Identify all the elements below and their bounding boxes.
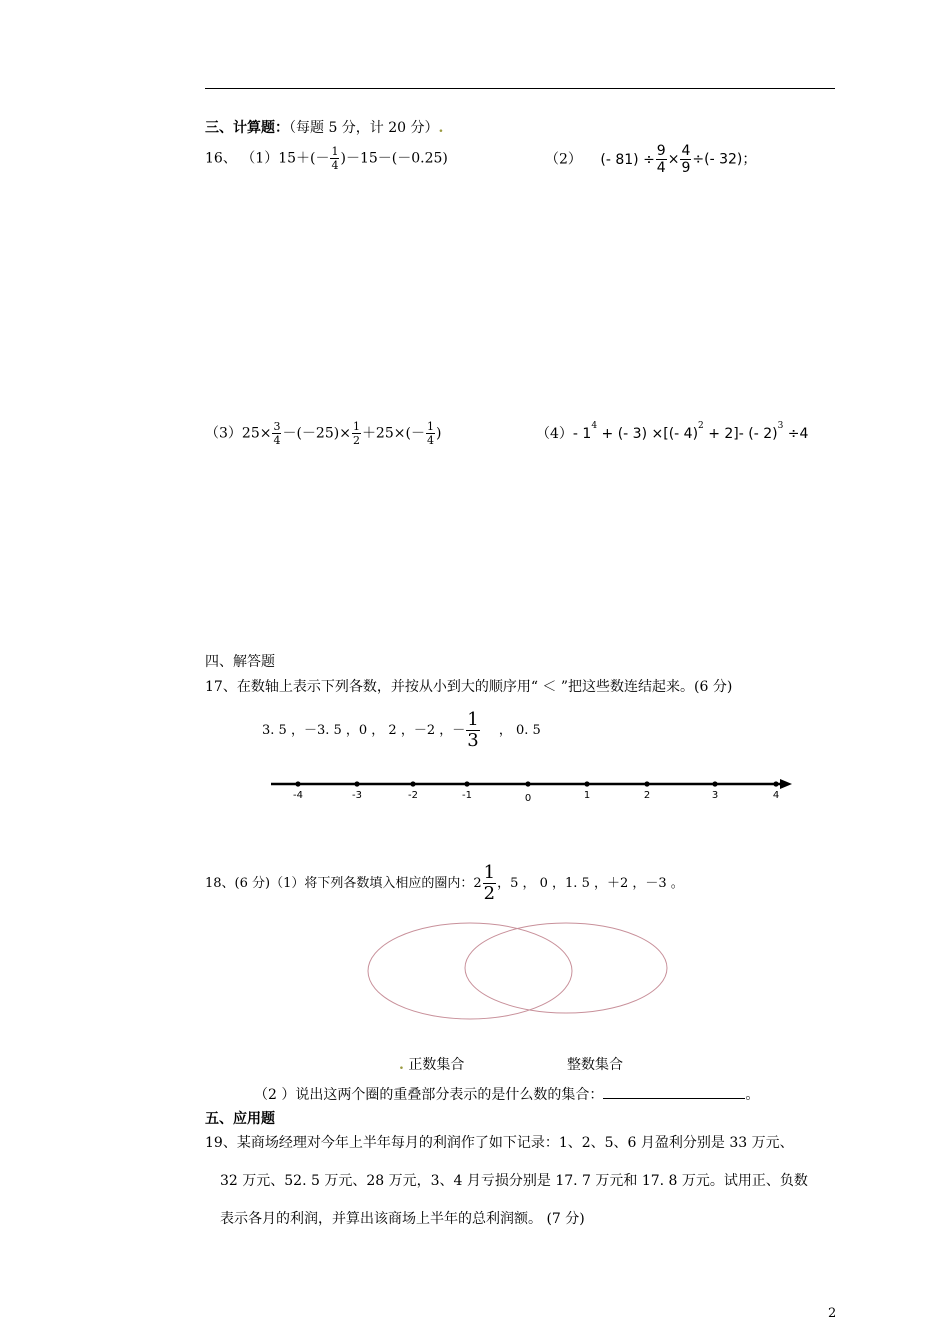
positive-set-label: [399, 1054, 464, 1074]
q16-p2-f1-num: 9: [656, 143, 666, 159]
q17-frac-num: 1: [467, 709, 479, 730]
q17-numbers: [262, 711, 541, 750]
q16-p2-expr-a: (- 81) ÷: [600, 151, 655, 168]
section5-title: 五、应用题: [205, 1111, 275, 1127]
integer-set-label: 整数集合: [567, 1057, 623, 1073]
q16-p2-times: ×: [667, 151, 680, 168]
tick-label: 4: [772, 790, 780, 801]
header-rule: [205, 88, 835, 89]
tick-mark: [410, 781, 415, 786]
q18-dot: .: [399, 1057, 404, 1073]
section3-note: （每题 5 分，计 20 分）: [289, 120, 439, 136]
q16-p3-f2-num: 1: [352, 420, 360, 433]
q16-p2-fraction-2: [680, 144, 691, 175]
q16-p2-f2-num: 4: [681, 143, 691, 159]
q16-p4-exp1: 4: [591, 421, 598, 431]
section3-dot: .: [438, 120, 444, 136]
tick-label: 0: [524, 793, 532, 804]
tick-label: 2: [643, 790, 651, 801]
q16-p2-f1-den: 4: [656, 160, 666, 176]
q18-text-b: ，5 ， 0 ，1. 5 ，＋2 ，－3 。: [497, 876, 684, 891]
q16-p4-expr-e: - (- 2): [738, 426, 778, 442]
q19-line2: 32 万元、52. 5 万元、28 万元，3、4 月亏损分别是 17. 7 万元和 17. 8 万元。试用正、负数: [220, 1173, 808, 1189]
q16-p3-f1-num: 3: [273, 420, 281, 433]
q16-p2-f2-den: 9: [681, 160, 691, 176]
q16-p3-expr-d: ): [435, 425, 442, 442]
q18-part2-end: 。: [745, 1087, 760, 1103]
tick-mark: [354, 781, 359, 786]
q16-p4-expr-d: + 2]: [703, 426, 739, 442]
q16-p1-expr-b: )－15－(－0.25): [340, 150, 448, 167]
q16-p3-fraction-1: [272, 421, 281, 446]
tick-label: 1: [583, 790, 591, 801]
q18-frac-num: 1: [483, 862, 496, 883]
tick-mark: [295, 781, 300, 786]
tick-label: 3: [711, 790, 719, 801]
q16-p3-expr-a: 25×: [241, 425, 272, 442]
tick-label: -3: [352, 790, 362, 801]
q19-line1: 19、某商场经理对今年上半年每月的利润作了如下记录：1、2、5、6 月盈利分别是 33 万元、: [205, 1135, 794, 1151]
q16-p4-label: （4）: [536, 426, 573, 442]
q16-p4-expr-c: [(- 4): [663, 426, 699, 442]
tick-mark: [773, 781, 778, 786]
tick-mark: [644, 781, 649, 786]
q16-p3-label: （3）: [205, 425, 242, 442]
tick-label: -1: [462, 790, 472, 801]
q16-p3-fraction-3: [426, 421, 435, 446]
integer-set-circle: [465, 923, 667, 1013]
q18-text-a: 18、(6 分)（1）将下列各数填入相应的圈内：2: [205, 876, 482, 891]
q16-p4-expr-f: ÷4: [783, 426, 809, 442]
q16-p1-fraction: [330, 146, 339, 171]
q16-p4-exp2: 2: [698, 421, 704, 431]
q16-p2-fraction-1: [656, 144, 667, 175]
section4-title: 四、解答题: [205, 654, 275, 670]
q16-p2-end: ；: [742, 151, 757, 168]
q17-numbers-a: 3. 5 ，－3. 5 ，0 ， 2 ，－2 ，－: [262, 723, 466, 738]
q17-frac-den: 3: [467, 730, 479, 751]
number-line: [268, 774, 798, 794]
positive-set-text: 正数集合: [408, 1057, 465, 1073]
q16-p3-f2-den: 2: [352, 434, 360, 447]
q18-part2: [254, 1084, 759, 1104]
section3-heading: [205, 117, 443, 137]
q16-p4-expr-b: + (- 3) ×: [597, 426, 664, 442]
answer-blank[interactable]: [603, 1084, 745, 1099]
q16-p1-frac-den: 4: [331, 159, 339, 172]
q18-part2-text: （2 ）说出这两个圈的重叠部分表示的是什么数的集合：: [254, 1087, 604, 1103]
tick-label: -2: [408, 790, 418, 801]
q18-frac-den: 2: [483, 883, 496, 904]
q16-number: 16、: [205, 150, 237, 167]
q16-p1-expr-a: 15＋(－: [278, 150, 330, 167]
q16-p3-f3-num: 1: [426, 420, 434, 433]
q16-part1: [205, 146, 448, 171]
q16-p3-f1-den: 4: [273, 434, 281, 447]
tick-label: -4: [293, 790, 303, 801]
q17-numbers-b: ， 0. 5: [498, 723, 541, 738]
tick-mark: [584, 781, 589, 786]
q16-p2-expr-b: ÷(- 32): [692, 151, 743, 168]
tick-mark: [525, 781, 530, 786]
q16-p3-fraction-2: [352, 421, 361, 446]
q16-p2-label: （2）: [545, 151, 582, 168]
q16-p1-label: （1）: [241, 150, 279, 167]
q19-line3: 表示各月的利润，并算出该商场上半年的总利润额。 (7 分): [220, 1211, 585, 1227]
q16-p4-expr-a: - 1: [572, 426, 592, 442]
q16-p1-frac-num: 1: [331, 145, 339, 158]
positive-set-circle: [368, 923, 572, 1019]
q16-p3-expr-c: ＋25×(－: [361, 425, 425, 442]
number-line-arrow: [780, 779, 792, 789]
tick-mark: [712, 781, 717, 786]
section3-title: 三、计算题：: [205, 120, 289, 136]
q16-part3: [205, 421, 441, 446]
q17-text: 17、在数轴上表示下列各数，并按从小到大的顺序用“ ＜ ”把这些数连结起来。(6 分): [205, 679, 733, 695]
q16-p4-exp3: 3: [777, 421, 784, 431]
page-number: 2: [828, 1306, 837, 1321]
q16-p3-expr-b: －(－25)×: [282, 425, 351, 442]
tick-mark: [464, 781, 469, 786]
q16-part2: [545, 144, 756, 175]
q16-part4: [536, 423, 808, 443]
q17-fraction: [466, 711, 479, 750]
q16-p3-f3-den: 4: [426, 434, 434, 447]
q18-text: [205, 864, 684, 903]
venn-diagram: [366, 922, 672, 1022]
q18-fraction: [483, 864, 496, 903]
